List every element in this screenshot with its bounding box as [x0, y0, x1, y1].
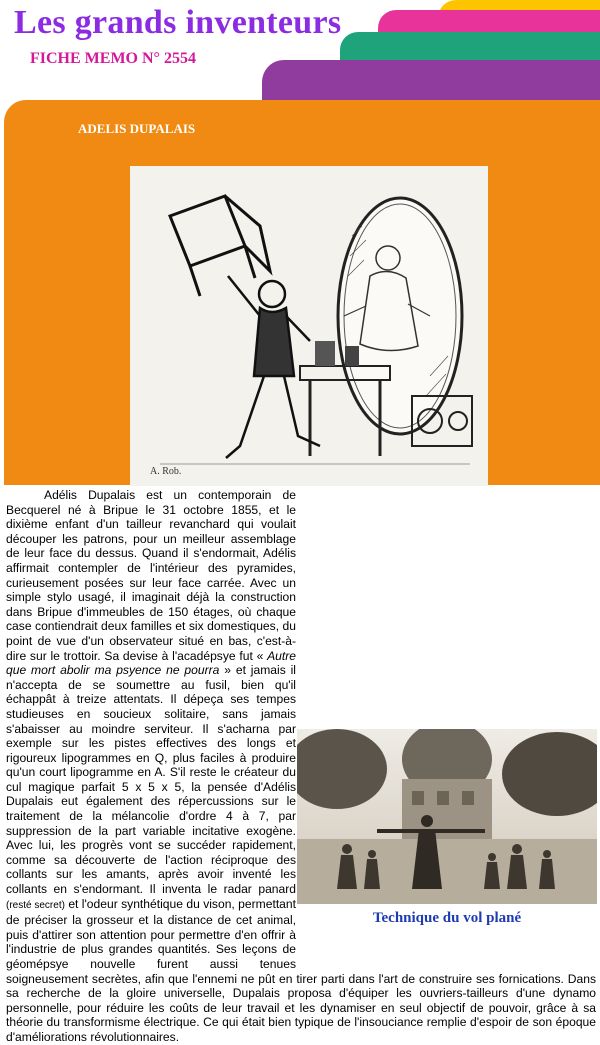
engraving-drawing [130, 166, 488, 486]
photo-gliding-technique [297, 729, 597, 904]
photo-drawing [297, 729, 597, 904]
aside-note: (resté secret) [6, 899, 65, 911]
paragraph-part-2: » et jamais il n'accepta de se soumettre au fusil, bien qu'il échappât à treize attentats. Il dépeça ses tempes studieuses en soucieux solitaire, sans jamais s'abaisser au moindre serviteur. Il s'acharna par exemple sur les pistes effectives des longs et rigoureux lipogrammes en Q, plus faciles à produire qu'un court lipogramme en A. S'il reste le créateur du cul magique parfait 5 x 5 x 5, la pensée d'Adélis Dupalais eut également des répercussions sur le traitement de la mélancolie d'ordre 4 à 7, par suppression de la part variable incitative exogène. Avec lui, les progrès vont se succéder rapidement, comme sa découverte de l'action réciproque des collants sur les amants, après avoir inventé les collants en s'endormant. Il inventa le radar panard [6, 663, 296, 897]
main-illustration [130, 166, 488, 486]
page-title: Les grands inventeurs [14, 4, 342, 41]
memo-number: FICHE MEMO N° 2554 [30, 50, 196, 67]
paragraph-part-3: et l'odeur synthétique du vison, permettant de préciser la grosseur et la distance de cet animal, puis d'attirer son attention pour permettre d'en offrir à l'industrie de plus grandes quantités. Ses leçons de géomépsye nouvelle furent aussi tenues soigneusement secrètes, afin que l'ennemi ne pût en tirer parti dans l'art de construire ses fornications. Dans sa recherche de la gloire universelle, Dupalais proposa d'équiper les ouvriers-tailleurs d'une dynamo personnelle, pour réduire les coûts de leur travail et les dynamiser en seul objectif de pouvoir, grâce à sa théorie du transformisme électrique. Ce qui était bien typique de l'insouciance remplie d'espoir de son époque d'améliorations révolutionnaires. [6, 896, 596, 1044]
inventor-name: ADELIS DUPALAIS [78, 121, 196, 136]
paragraph-part-1: Adélis Dupalais est un contemporain de Becquerel né à Bripue le 31 octobre 1855, et le dixième enfant d'un tailleur revanchard qui voulait découper les patrons, pour un meilleur assemblage de leur face du dessus. Quand il s'endormait, Adélis affirmait contempler de l'intérieur des pyramides, curieusement posées sur leur face carrée. Avec un simple stylo usagé, il imaginait déjà la construction dans Bripue d'immeubles de 150 étages, où chaque case contiendrait deux familles et six domestiques, du point de vue d'un observateur situé en bas, c'est-à-dire sur le trottoir. Sa devise à l'acadépsye fut « [6, 488, 296, 663]
motto: Autre que mort abolir ma psyence ne pourra [6, 648, 296, 678]
photo-caption: Technique du vol plané [372, 910, 522, 926]
artist-signature: A. Rob. [150, 466, 182, 477]
